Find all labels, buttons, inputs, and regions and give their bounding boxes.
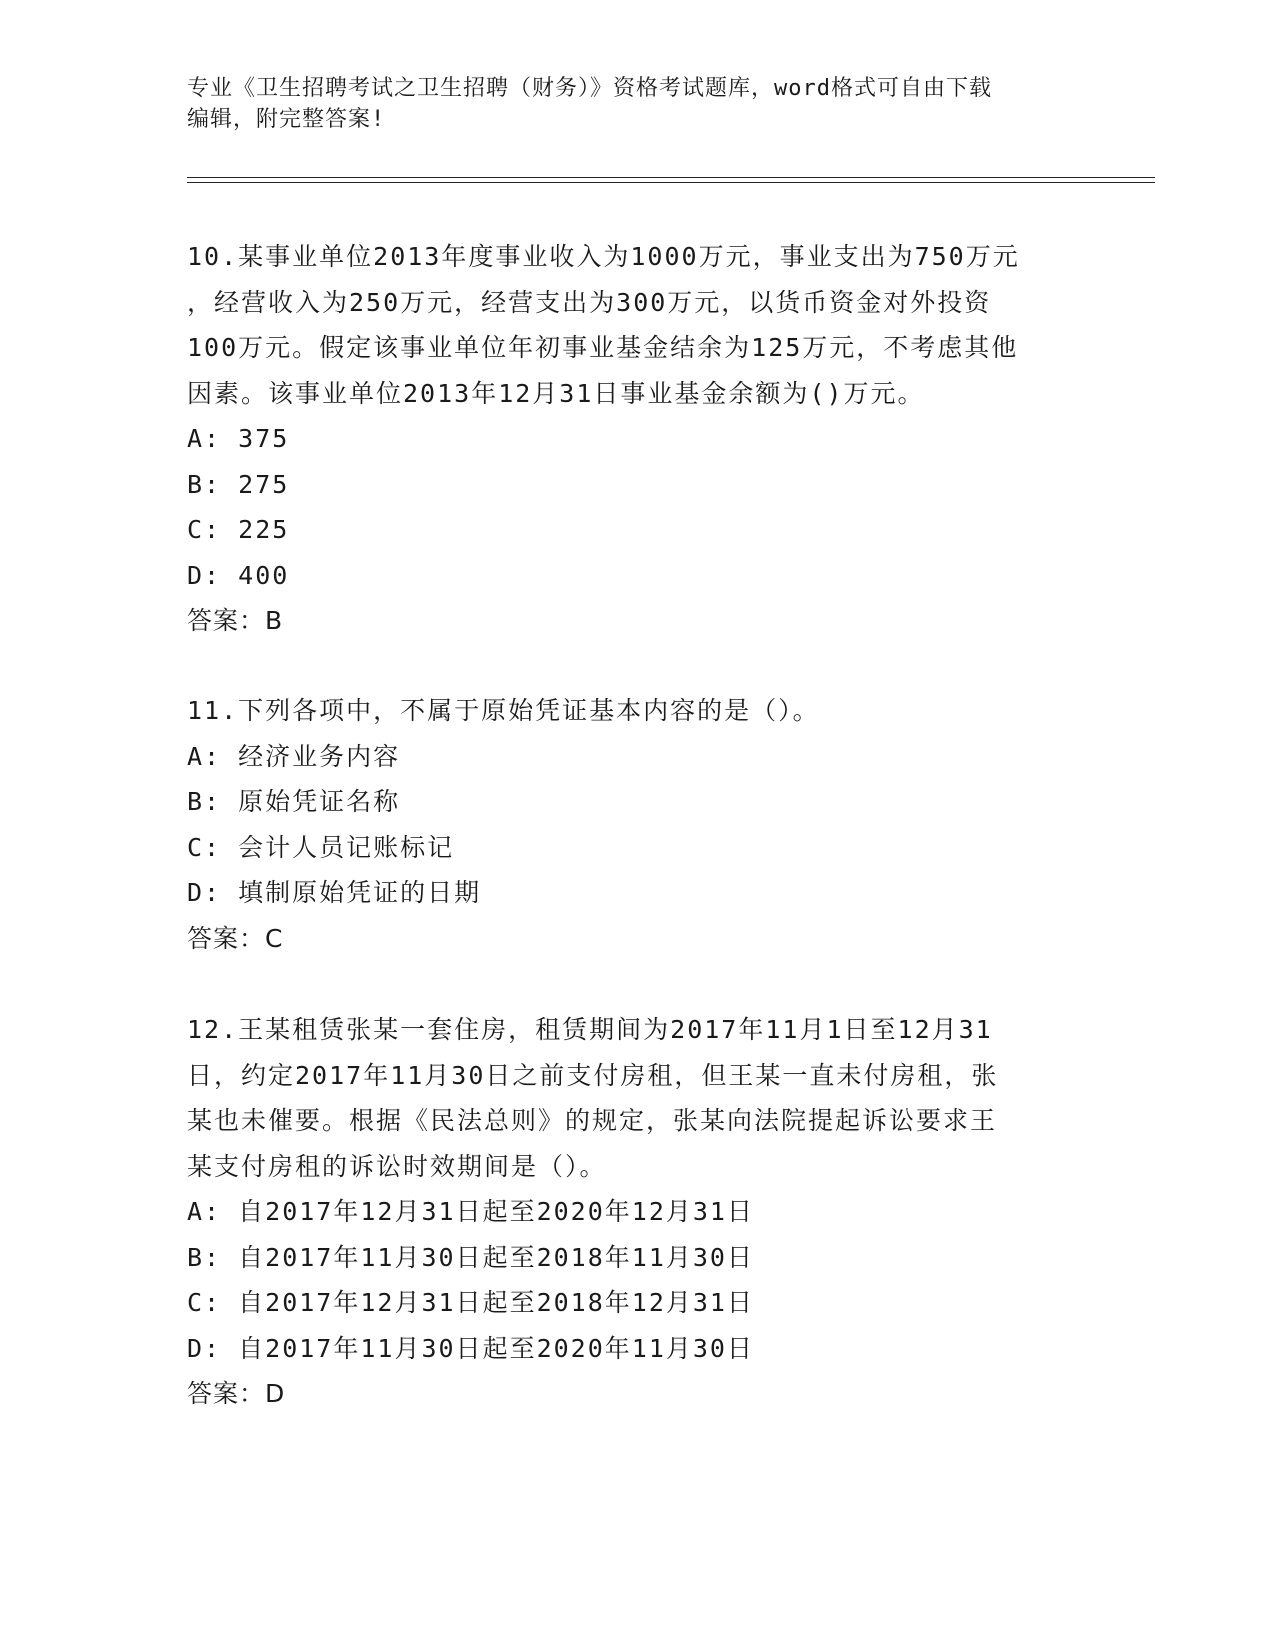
answer-label: 答案：C	[187, 923, 284, 953]
question-stem-line: ，经营收入为250万元，经营支出为300万元，以货币资金对外投资	[187, 287, 992, 317]
answer-label: 答案：B	[187, 606, 284, 635]
option-d: D: 填制原始凭证的日期	[187, 878, 482, 907]
option-a: A: 经济业务内容	[187, 741, 401, 771]
question-stem-line: 某支付房租的诉讼时效期间是（）。	[187, 1151, 607, 1181]
option-b: B: 自2017年11月30日起至2018年11月30日	[187, 1242, 754, 1272]
option-a: A: 375	[187, 424, 290, 453]
question-stem-line: 因素。该事业单位2013年12月31日事业基金余额为()万元。	[187, 378, 925, 408]
header-divider-bottom	[187, 182, 1155, 183]
option-b: B: 原始凭证名称	[187, 787, 401, 816]
question-stem-line: 12.王某租赁张某一套住房，租赁期间为2017年11月1日至12月31	[187, 1015, 993, 1044]
header-divider-top	[187, 177, 1155, 178]
option-c: C: 自2017年12月31日起至2018年12月31日	[187, 1288, 754, 1317]
question-12	[187, 1007, 1077, 1417]
question-stem-line: 100万元。假定该事业单位年初事业基金结余为125万元，不考虑其他	[187, 333, 1019, 362]
document-header	[187, 73, 1087, 135]
option-b: B: 275	[187, 469, 290, 499]
option-c: C: 会计人员记账标记	[187, 832, 455, 862]
option-d: D: 自2017年11月30日起至2020年11月30日	[187, 1333, 754, 1363]
question-11	[187, 688, 1077, 961]
option-a: A: 自2017年12月31日起至2020年12月31日	[187, 1197, 754, 1226]
question-stem-line: 10.某事业单位2013年度事业收入为1000万元，事业支出为750万元	[187, 242, 1020, 271]
answer-label: 答案：D	[187, 1379, 286, 1408]
option-c: C: 225	[187, 515, 290, 544]
question-stem-line: 日，约定2017年11月30日之前支付房租，但王某一直未付房租，张	[187, 1060, 999, 1090]
question-stem-line: 11.下列各项中，不属于原始凭证基本内容的是（）。	[187, 696, 820, 725]
header-line-2: 编辑，附完整答案!	[187, 107, 386, 132]
question-10	[187, 234, 1077, 644]
question-stem-line: 某也未催要。根据《民法总则》的规定，张某向法院提起诉讼要求王	[187, 1106, 998, 1135]
header-line-1: 专业《卫生招聘考试之卫生招聘（财务）》资格考试题库，word格式可自由下载	[187, 76, 992, 101]
option-d: D: 400	[187, 560, 290, 590]
